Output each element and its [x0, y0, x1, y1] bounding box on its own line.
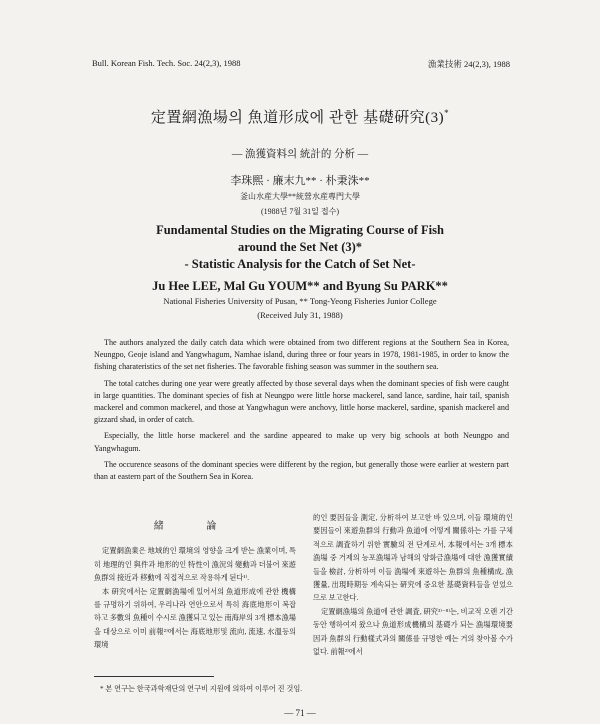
body-paragraph: 的인 要因들을 測定, 分析하여 보고한 바 있으며, 이들 環境的인 要因들이 來遊魚群의 行動과 魚道에 어떻게 關係하는 가를 구체적으로 調査하기 위한 實驗의 전 단계로서, 本報에서는 3개 標本漁場 중 거제의 능포漁場과 남해의 양화금漁場에 대한 漁獲實績들을 檢討, 分析하여 이들 漁場에 來遊하는 魚群의 魚種構成, 漁獲量, 出現時期등 계속되는 硏究에 중요한 基礎資料들을 얻었으므로 보고한다. [313, 514, 513, 603]
title-english-line1: Fundamental Studies on the Migrating Course of Fish [156, 223, 444, 237]
title-footnote-mark: * [444, 108, 450, 118]
journal-header-left: Bull. Korean Fish. Tech. Soc. 24(2,3), 1988 [92, 58, 241, 68]
title-korean [0, 106, 600, 127]
abstract-paragraph: The authors analyzed the daily catch data which were obtained from two different regions at the Southern Sea in Korea, Neungpo, Geoje island and Yangwhagum, Namhae island, during three or four years in 1978, 1981-1985, in order to know the fishing charateristics of the set net fisheries. The favorable fishing season was summer in the southern sea. [94, 338, 509, 372]
page-number: — 71 — [284, 708, 316, 718]
title-english-line3: - Statistic Analysis for the Catch of Set Net- [184, 257, 416, 271]
title-korean-text: 定置網漁場의 魚道形成에 관한 基礎硏究(3) [150, 110, 445, 126]
title-english-line2: around the Set Net (3)* [237, 240, 363, 254]
abstract-paragraph: The total catches during one year were greatly affected by those several days when the dominant species of fish were caught in large quantities. The dominant species of fish at Neungpo were little horse mackerel, sand lance, sardine, hair tail, spanish mackerel and common mackerel, and those at Yangwhagun were anchovy, little horse mackerel, sardine, spanish mackerel and gizzard shad, in order of catch. [94, 378, 509, 425]
footnote-divider [94, 676, 214, 677]
affiliation-english: National Fisheries University of Pusan, ** Tong-Yeong Fisheries Junior College [163, 296, 437, 306]
body-column-right [313, 512, 513, 659]
affiliation-korean: 釜山水産大學**統營水産專門大學 [240, 192, 360, 201]
abstract [94, 337, 509, 487]
footnote: * 본 연구는 한국과학재단의 연구비 지원에 의하여 이루어 진 것임. [100, 685, 303, 693]
abstract-paragraph: Especially, the little horse mackerel and the sardine appeared to make up very big schools at both Neungpo and Yangwhagum. [94, 431, 509, 453]
body-paragraph: 本 硏究에서는 定置網漁場에 있어서의 魚道形成에 관한 機構를 규명하기 위하여, 우리나라 연안으로서 특히 海底地形이 복잡하고 多數의 魚種이 수시로 漁獲되고 있는 南海岸의 3개 標本漁場을 대상으로 이미 前報²⁾에서는 海底地形및 流向, 流速, 水溫등의 環境 [94, 587, 296, 650]
subtitle-korean: — 漁獲資料의 統計的 分析 — [231, 149, 369, 160]
authors-english: Ju Hee LEE, Mal Gu YOUM** and Byung Su PARK** [152, 279, 448, 293]
received-date-korean: (1988년 7월 31일 접수) [261, 207, 339, 216]
body-column-left [94, 512, 296, 653]
body-paragraph: 定置網漁業은 地域的인 環境의 영향을 크게 받는 漁業이며, 특히 地理的인 與件과 地形的인 特性이 漁況의 變動과 더불어 來遊魚群의 接近과 移動에 직접적으로 작용하게 된다¹⁾. [94, 547, 296, 583]
journal-header-right: 漁業技術 24(2,3), 1988 [427, 59, 510, 69]
section-heading: 緒 論 [153, 521, 237, 532]
received-date-english: (Received July 31, 1988) [257, 310, 343, 320]
abstract-paragraph: The occurence seasons of the dominant species were different by the region, but generally those were earlier at western part than at eastern part of the Southern Sea in Korea. [94, 459, 509, 482]
body-paragraph: 定置網漁場의 魚道에 관한 調査, 硏究³⁾⁻⁸⁾는, 비교적 오랜 기간동안 행하여져 왔으나 魚道形成機構의 基礎가 되는 漁場環境要因과 魚群의 行動樣式과의 關係를 규명한 예는 거의 찾아볼 수가 없다. 前報²⁾에서 [313, 607, 513, 657]
authors-korean: 李珠熙 · 廉末九** · 朴秉洙** [230, 175, 370, 187]
